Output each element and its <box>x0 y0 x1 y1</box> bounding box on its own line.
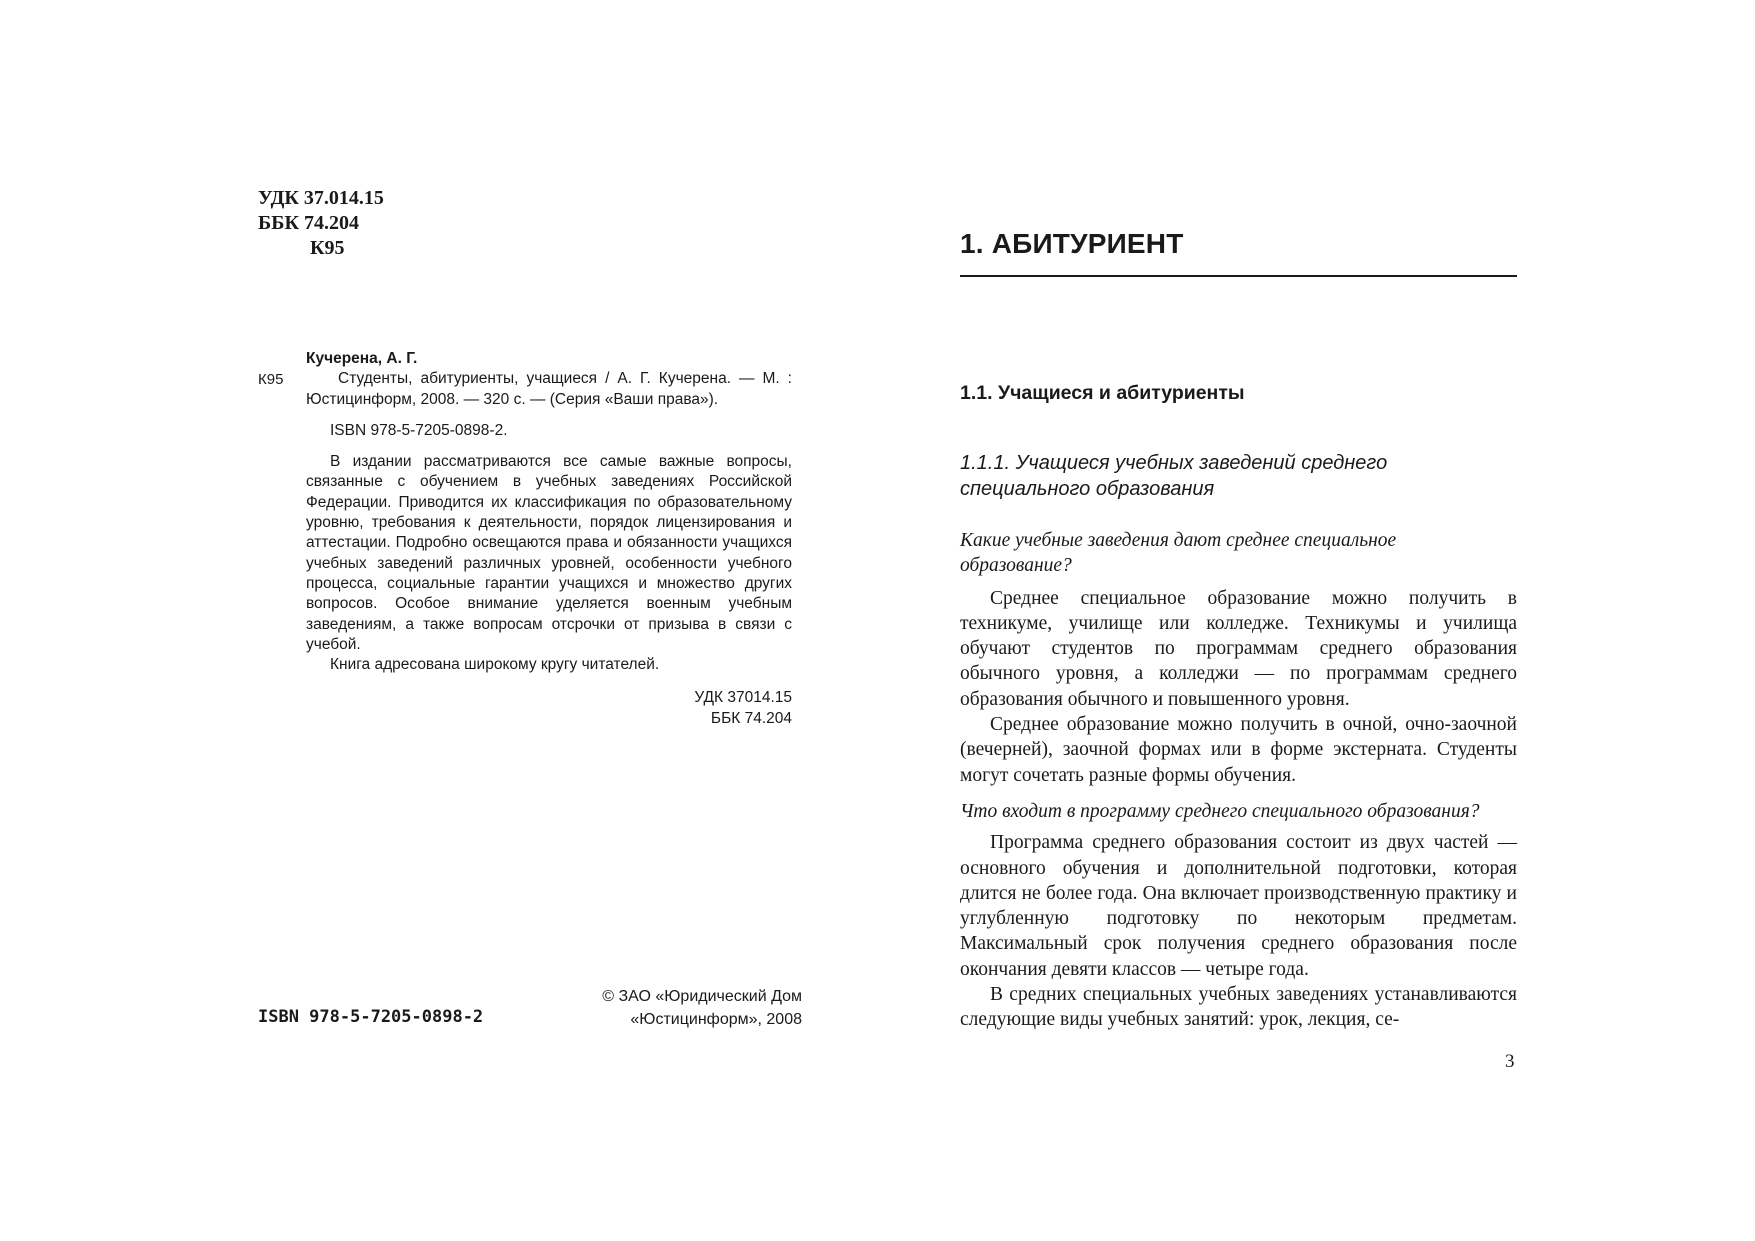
bbk-code: ББК 74.204 <box>258 212 359 234</box>
card-audience: Книга адресована широкому кругу читателей. <box>330 656 660 674</box>
card-bbk: ББК 74.204 <box>710 709 792 727</box>
question-2: Что входит в программу среднего специального образования? <box>960 800 1480 822</box>
card-bibliographic: Студенты, абитуриенты, учащиеся / А. Г. Кучерена. — М. : Юстицинформ, 2008. — 320 с. — (Серия «Ваши права»). <box>306 370 792 408</box>
copyright <box>560 985 802 1031</box>
page-number: 3 <box>1505 1051 1515 1072</box>
body-text <box>960 528 1517 1033</box>
paragraph-3: Программа среднего образования состоит из двух частей — основного обучения и дополнительной подготовки, которая длится не более года. Она включает производственную практику и углубленную подготовку по некоторым предметам. Максимальный срок получения среднего образования после окончания девяти классов — четыре года. <box>960 832 1517 980</box>
card-udk: УДК 37014.15 <box>694 689 792 707</box>
subsection-title: 1.1.1. Учащиеся учебных заведений среднего специального образования <box>960 452 1388 500</box>
copyright-line-1: © ЗАО «Юридический Дом <box>602 988 802 1005</box>
catalog-card <box>306 349 792 729</box>
card-author-mark: К95 <box>258 371 284 388</box>
section-title: 1.1. Учащиеся и абитуриенты <box>960 382 1245 404</box>
chapter-title: 1. АБИТУРИЕНТ <box>960 228 1184 259</box>
udk-code: УДК 37.014.15 <box>258 187 384 209</box>
classification-codes <box>258 186 384 261</box>
paragraph-2: Среднее образование можно получить в очной, очно-заочной (вечерней), заочной формах или в форме экстерната. Студенты могут сочетать разные формы обучения. <box>960 714 1517 786</box>
author-mark: К95 <box>310 237 345 259</box>
copyright-line-2: «Юстицинформ», 2008 <box>630 1011 802 1028</box>
chapter-rule <box>960 275 1517 277</box>
card-author: Кучерена, А. Г. <box>306 350 418 367</box>
paragraph-4: В средних специальных учебных заведениях устанавливаются следующие виды учебных занятий: урок, лекция, се- <box>960 984 1517 1031</box>
card-abstract: В издании рассматриваются все самые важные вопросы, связанные с обучением в учебных заведениях Российской Федерации. Приводится их классификация по образовательному уровню, требования к деятельности, порядок лицензирования и аттестации. Подробно освещаются права и обязанности учащихся учебных заведений различных уровней, особенности учебного процесса, социальные гарантии учащихся и множество других вопросов. Особое внимание уделяется военным учебным заведениям, а также вопросам отсрочки от призыва в связи с учебой. <box>306 453 792 653</box>
paragraph-1: Среднее специальное образование можно получить в техникуме, училище или колледже. Техникумы и училища обучают студентов по программам среднего образования обычного уровня, а колледжи — по программам среднего образования обычного и повышенного уровня. <box>960 587 1517 710</box>
card-isbn: ISBN 978-5-7205-0898-2. <box>330 421 508 439</box>
isbn-bottom: ISBN 978-5-7205-0898-2 <box>258 1007 484 1027</box>
question-1: Какие учебные заведения дают среднее специальное образование? <box>960 530 1397 577</box>
